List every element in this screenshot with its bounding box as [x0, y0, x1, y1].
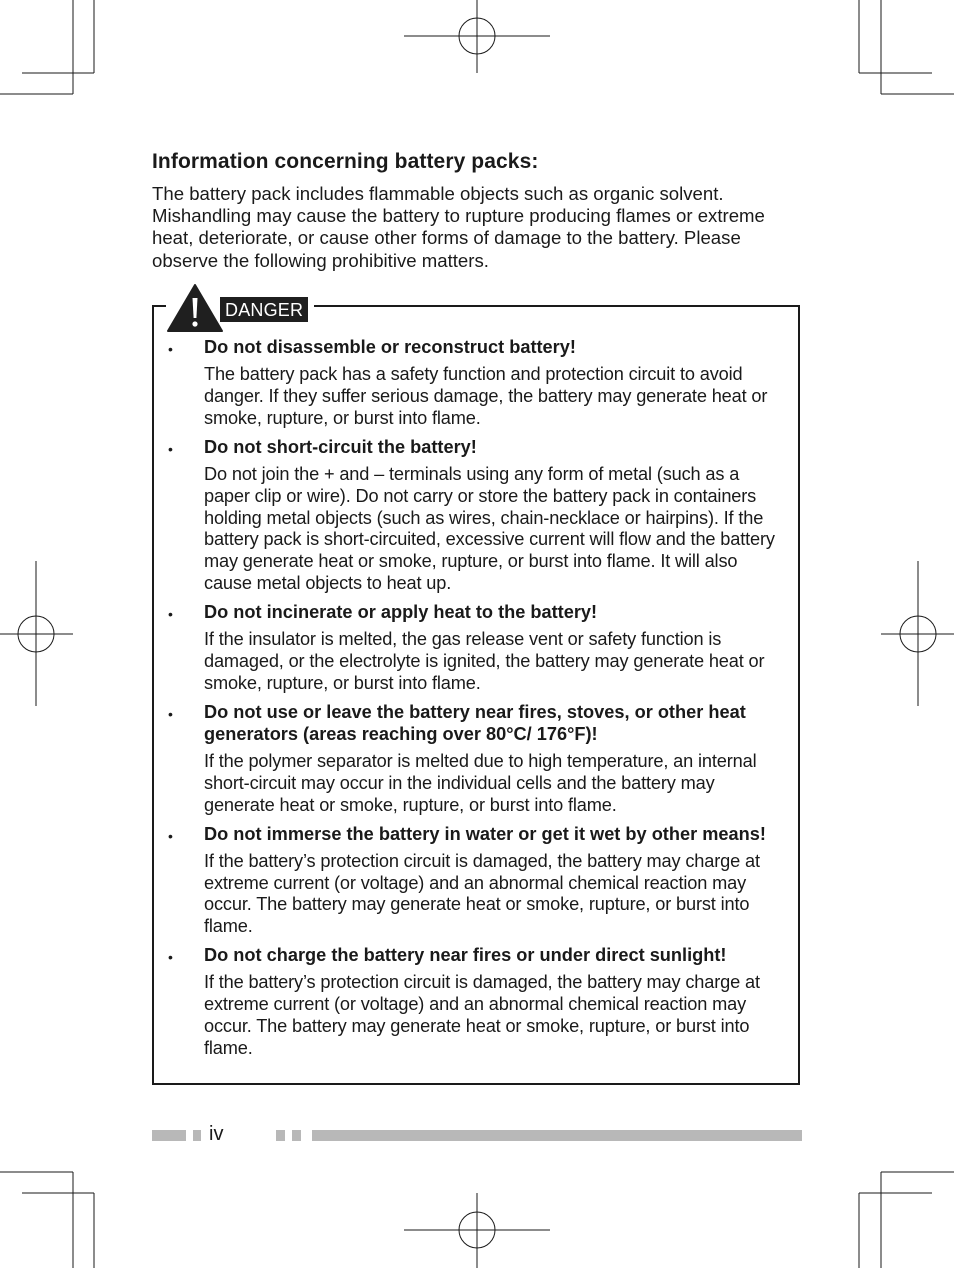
- intro-paragraph: The battery pack includes flammable objects such as organic solvent. Mishandling may cause the battery to rupture producing flames or extreme heat, deteriorate, or cause other forms of damage to the battery. Please observe the following prohibitive matters.: [152, 183, 765, 271]
- rule-body: If the battery’s protection circuit is damaged, the battery may charge at extreme current (or voltage) and an abnormal chemical reaction may occur. The battery may generate heat or smoke, rupture, or burst into flame.: [204, 850, 760, 937]
- section-heading: Information concerning battery packs:: [152, 150, 539, 173]
- rule-title: Do not incinerate or apply heat to the battery!: [204, 602, 598, 623]
- rule-body: If the insulator is melted, the gas release vent or safety function is damaged, or the electrolyte is ignited, the battery may generate heat or smoke, rupture, or burst into flame.: [204, 629, 765, 693]
- bullet-icon: •: [168, 606, 173, 623]
- footer-bar-small: [193, 1130, 201, 1141]
- bullet-icon: •: [168, 341, 173, 357]
- list-item: [168, 336, 782, 430]
- list-item: [168, 823, 782, 939]
- rule-title: Do not immerse the battery in water or get it wet by other means!: [204, 823, 766, 844]
- bullet-icon: •: [168, 440, 173, 457]
- rule-title: Do not disassemble or reconstruct battery!: [204, 337, 576, 357]
- footer-bar-right: [312, 1130, 802, 1141]
- footer-bar-small: [292, 1130, 301, 1141]
- list-item: [168, 944, 782, 1060]
- footer-bar-small: [276, 1130, 285, 1141]
- rule-body: Do not join the + and – terminals using any form of metal (such as a paper clip or wire). Do not carry or store the battery pack in containers holding metal objects (such as wires, chain-necklace or hairpins). If the battery pack is short-circuited, excessive current will flow and the battery may generate heat or smoke, rupture, or burst into flame. It will also cause metal objects to heat up.: [204, 463, 775, 594]
- rule-title: Do not charge the battery near fires or under direct sunlight!: [204, 945, 727, 966]
- bullet-icon: •: [168, 827, 173, 844]
- page-number: iv: [209, 1123, 224, 1145]
- footer-bar-left: [152, 1130, 186, 1141]
- danger-tag: [166, 281, 314, 333]
- bullet-icon: •: [168, 705, 173, 722]
- list-item: [168, 601, 782, 695]
- list-item: [168, 701, 782, 817]
- bullet-icon: •: [168, 949, 173, 966]
- rule-title: Do not short-circuit the battery!: [204, 436, 477, 457]
- page-footer: [152, 1124, 802, 1146]
- danger-list: [168, 336, 782, 1066]
- rule-body: The battery pack has a safety function and protection circuit to avoid danger. If they suffer serious damage, the battery may generate heat or smoke, rupture, or burst into flame.: [204, 364, 768, 428]
- rule-body: If the battery’s protection circuit is damaged, the battery may charge at extreme current (or voltage) and an abnormal chemical reaction may occur. The battery may generate heat or smoke, rupture, or burst into flame.: [204, 972, 760, 1058]
- list-item: [168, 436, 782, 595]
- rule-title: Do not use or leave the battery near fires, stoves, or other heat generators (areas reaching over 80°C/ 176°F)!: [204, 701, 746, 744]
- rule-body: If the polymer separator is melted due to high temperature, an internal short-circuit may occur in the individual cells and the battery may generate heat or smoke, rupture, or burst into flame.: [204, 750, 757, 815]
- danger-label: DANGER: [220, 297, 308, 322]
- warning-triangle-icon: [166, 283, 224, 333]
